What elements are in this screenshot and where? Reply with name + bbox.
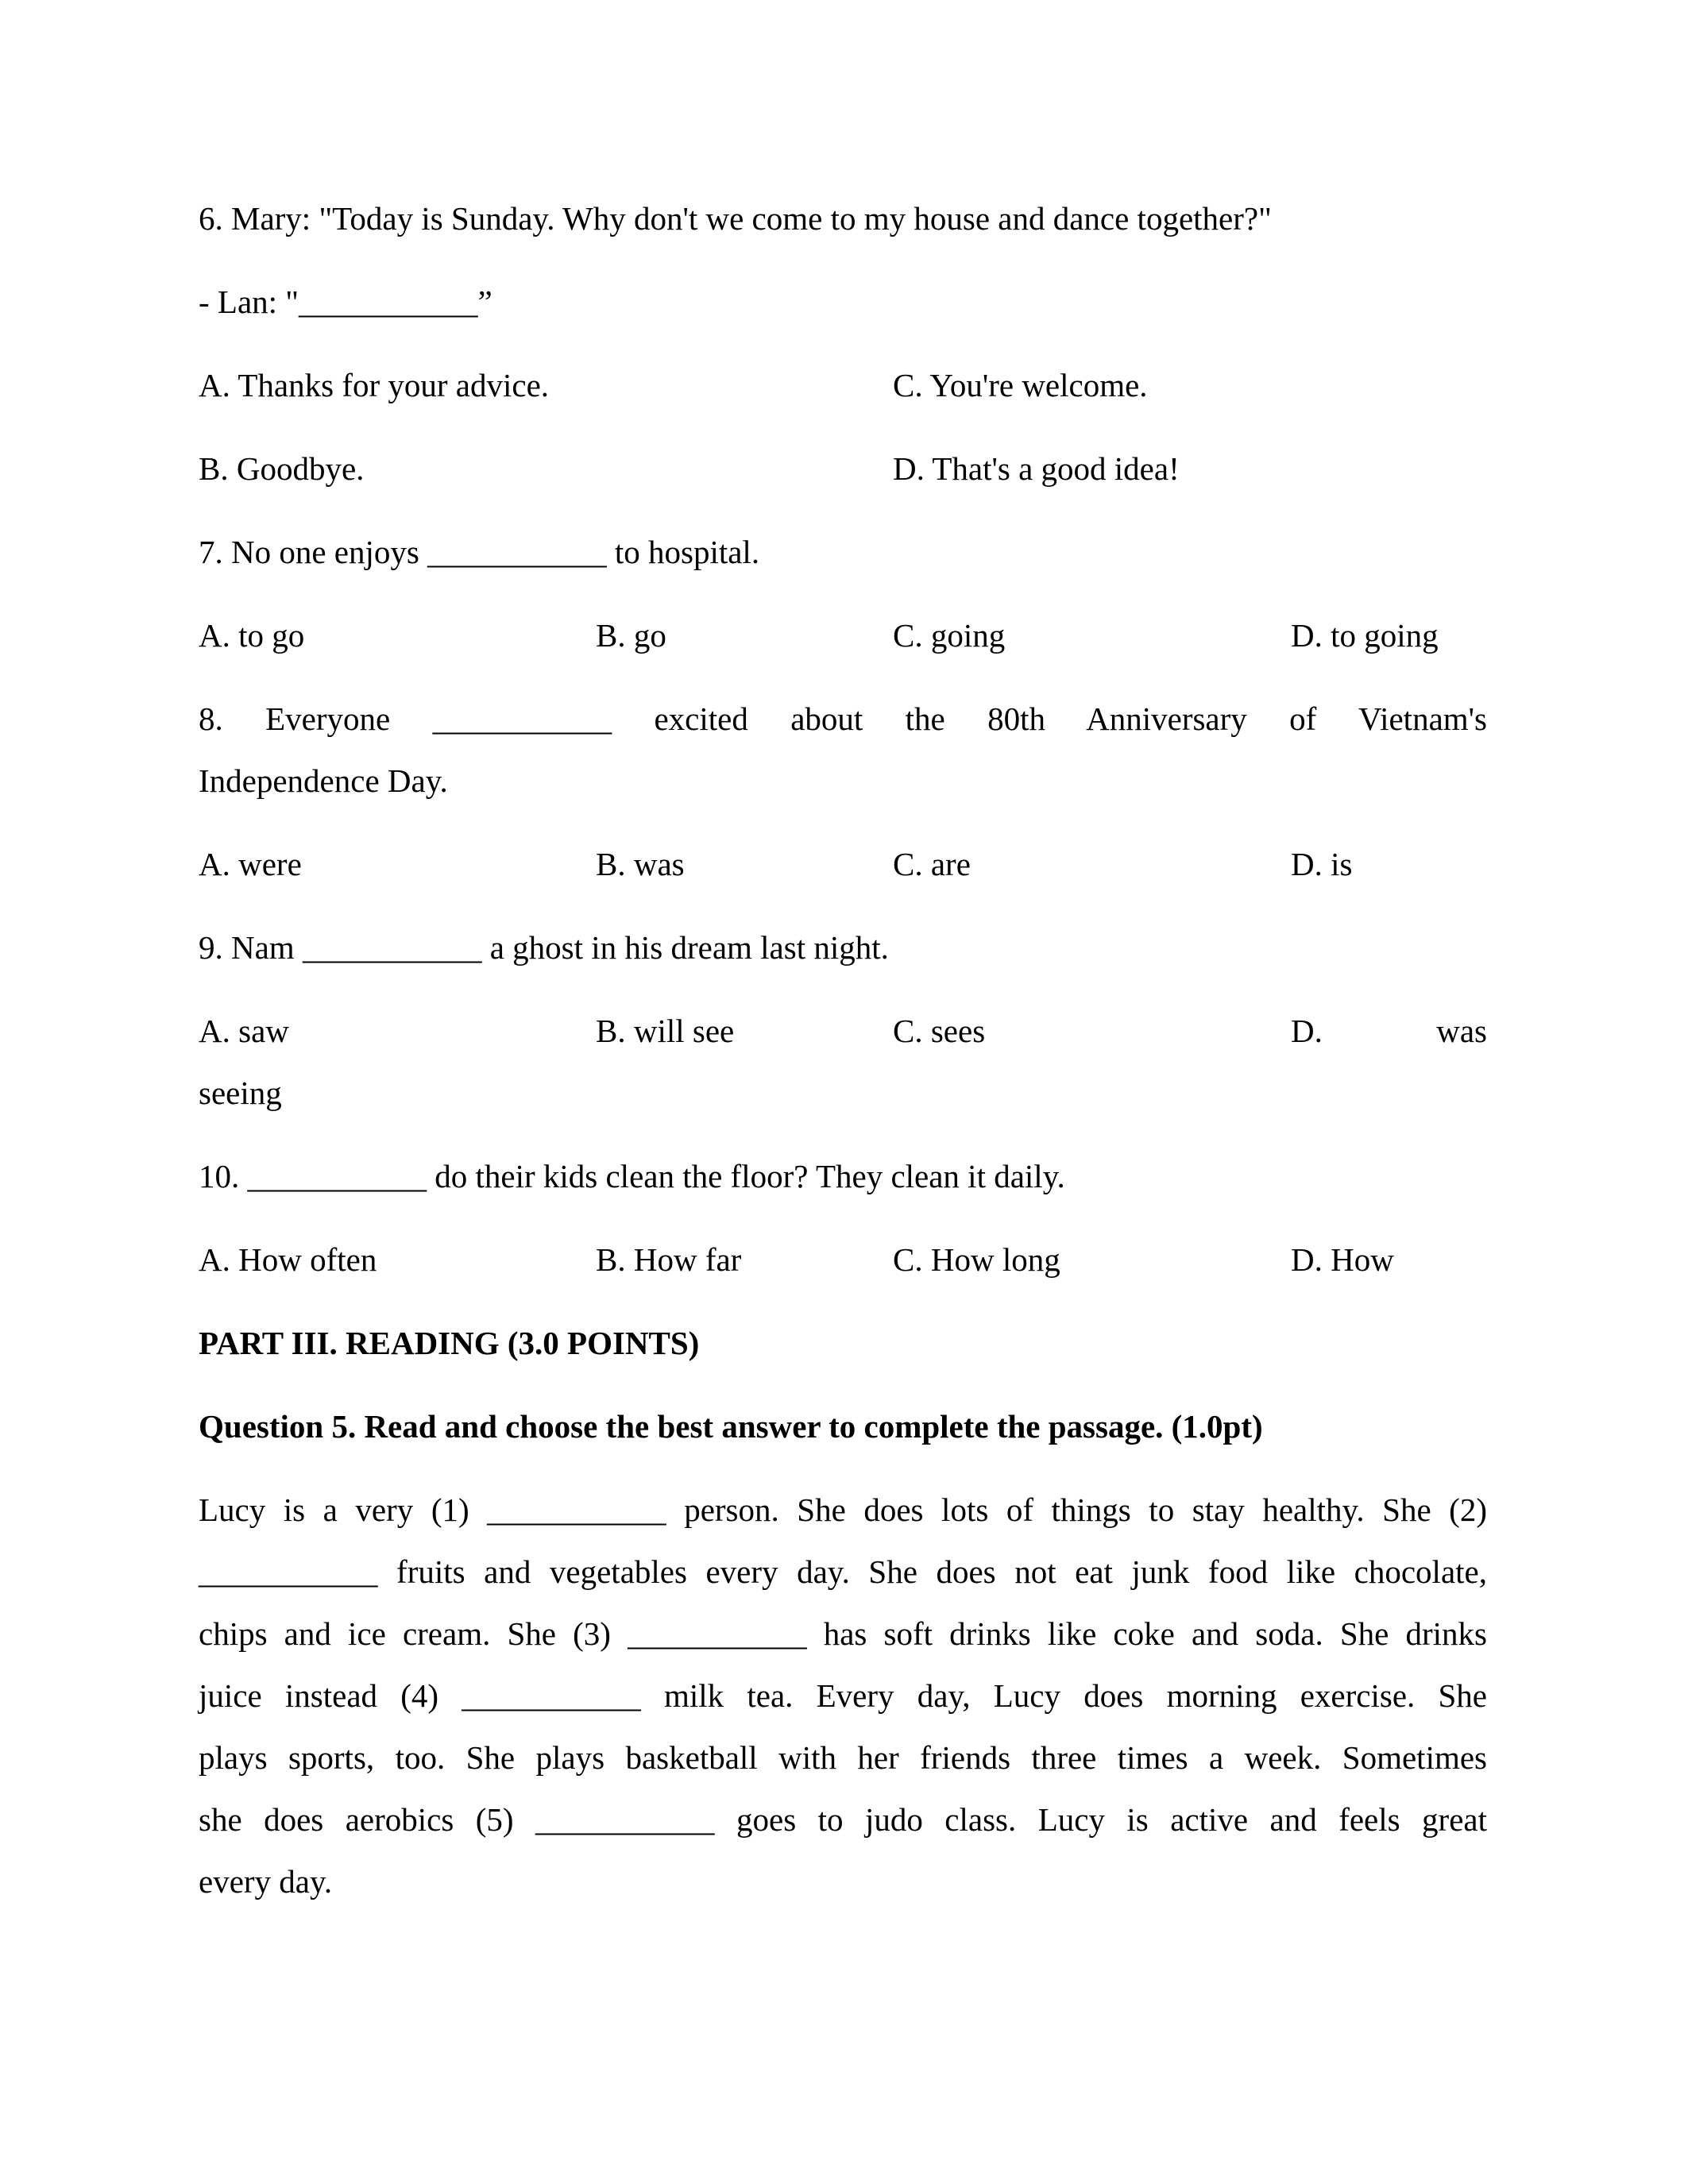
question-8-option-d: D. is bbox=[1291, 846, 1353, 882]
question-8-option-c: C. are bbox=[893, 846, 971, 882]
question-8-option-b: B. was bbox=[596, 846, 685, 882]
question-8-stem-line-2: Independence Day. bbox=[199, 762, 448, 799]
question-9-option-d bbox=[1291, 1015, 1487, 1048]
question-9-option-d-letter: D. bbox=[1291, 1013, 1323, 1049]
question-7-stem: 7. No one enjoys ___________ to hospital. bbox=[199, 534, 760, 570]
passage-line-2: ___________ fruits and vegetables every day. She does not eat junk food like chocolate, bbox=[199, 1553, 1487, 1590]
passage-line-6: she does aerobics (5) ___________ goes to judo class. Lucy is active and feels great bbox=[199, 1801, 1487, 1838]
question-9-stem: 9. Nam ___________ a ghost in his dream last night. bbox=[199, 929, 889, 966]
question-6-option-a: A. Thanks for your advice. bbox=[199, 367, 550, 403]
passage-line-5: plays sports, too. She plays basketball with her friends three times a week. Sometimes bbox=[199, 1739, 1487, 1776]
reading-passage bbox=[199, 1491, 1487, 1927]
question-9-option-d-continued: seeing bbox=[199, 1075, 282, 1111]
question-10-option-c: C. How long bbox=[893, 1241, 1060, 1278]
question-6-option-d: D. That's a good idea! bbox=[893, 450, 1180, 487]
question-6-stem: 6. Mary: "Today is Sunday. Why don't we come to my house and dance together?" bbox=[199, 200, 1272, 237]
question-7-option-a: A. to go bbox=[199, 617, 305, 654]
question-7-option-d: D. to going bbox=[1291, 617, 1439, 654]
question-10-option-a: A. How often bbox=[199, 1241, 377, 1278]
passage-line-4: juice instead (4) ___________ milk tea. Every day, Lucy does morning exercise. She bbox=[199, 1677, 1487, 1714]
passage-line-3: chips and ice cream. She (3) ___________ has soft drinks like coke and soda. She drinks bbox=[199, 1615, 1487, 1652]
question-10-option-d: D. How bbox=[1291, 1241, 1394, 1278]
question-10-stem: 10. ___________ do their kids clean the floor? They clean it daily. bbox=[199, 1158, 1065, 1194]
question-9-option-d-word: was bbox=[1436, 1013, 1487, 1049]
part-3-heading: PART III. READING (3.0 POINTS) bbox=[199, 1325, 700, 1361]
question-9-option-b: B. will see bbox=[596, 1013, 735, 1049]
question-5-heading: Question 5. Read and choose the best answer to complete the passage. (1.0pt) bbox=[199, 1408, 1263, 1445]
question-10-option-b: B. How far bbox=[596, 1241, 742, 1278]
question-6-option-c: C. You're welcome. bbox=[893, 367, 1148, 403]
question-6-option-b: B. Goodbye. bbox=[199, 450, 365, 487]
passage-line-7: every day. bbox=[199, 1863, 333, 1900]
question-9-option-a: A. saw bbox=[199, 1013, 289, 1049]
question-7-option-b: B. go bbox=[596, 617, 666, 654]
question-8-stem bbox=[199, 700, 1487, 737]
question-6-reply: - Lan: "___________” bbox=[199, 284, 492, 320]
question-7-option-c: C. going bbox=[893, 617, 1006, 654]
question-9-option-c: C. sees bbox=[893, 1013, 986, 1049]
question-8-stem-line-1: 8. Everyone ___________ excited about the 80th Anniversary of Vietnam's bbox=[199, 700, 1487, 737]
question-8-option-a: A. were bbox=[199, 846, 302, 882]
passage-line-1: Lucy is a very (1) ___________ person. She does lots of things to stay healthy. She (2) bbox=[199, 1491, 1487, 1528]
